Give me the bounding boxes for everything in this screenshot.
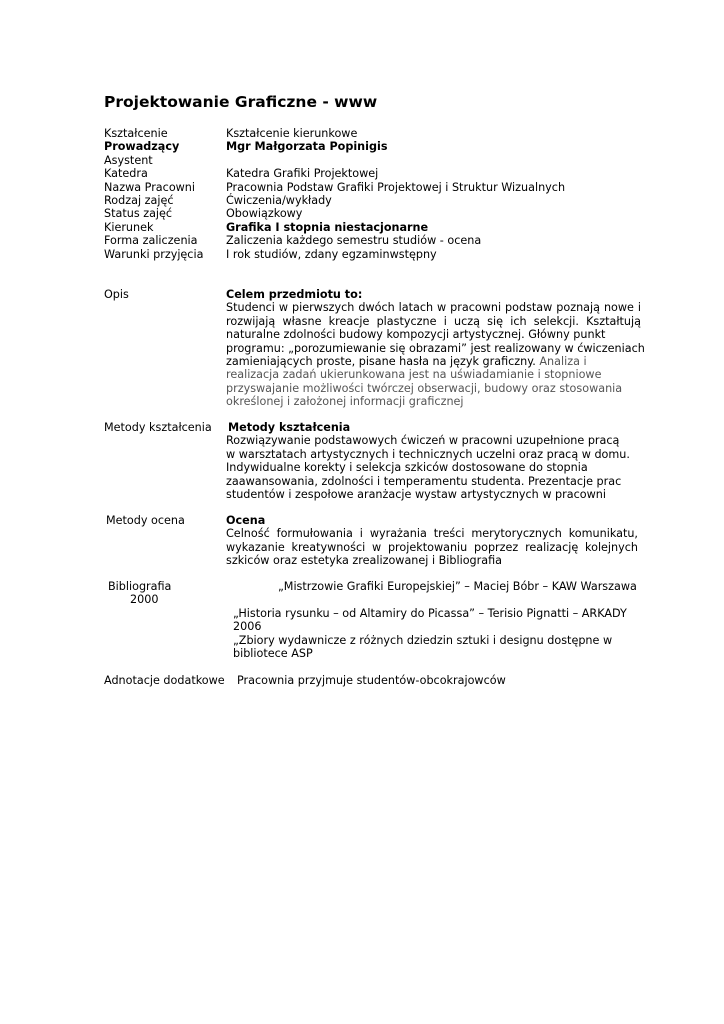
metody-ksztalcenia-line: studentów i zespołowe aranżacje wystaw artystycznych w pracowni	[226, 488, 606, 502]
opis-gray-line: realizacja zadań ukierunkowana jest na uświadamianie i stopniowe	[226, 368, 602, 382]
metody-ocena-line: wykazanie kreatywności w projektowaniu poprzez realizację kolejnych	[226, 540, 638, 554]
field-value-ksztalcenie: Kształcenie kierunkowe	[226, 127, 358, 140]
field-value-warunki-przyjecia: I rok studiów, zdany egzaminwstępny	[226, 247, 437, 261]
field-value-kierunek: Grafika I stopnia niestacjonarne	[226, 220, 429, 234]
bibliografia-label: Bibliografia	[108, 580, 172, 593]
field-label-asystent: Asystent	[104, 153, 153, 167]
opis-line: naturalne zdolności budowy kompozycji artystycznej. Główny punkt	[226, 328, 606, 342]
opis-line: zamieniających proste, pisane hasła na język graficzny.	[226, 355, 536, 369]
adnotacje-label: Adnotacje dodatkowe	[104, 674, 225, 687]
adnotacje-value: Pracownia przyjmuje studentów-obcokrajowców	[237, 674, 506, 687]
field-value-status-zajec: Obowiązkowy	[226, 207, 303, 221]
bibliografia-entry-2-year: 2006	[233, 620, 262, 634]
bibliografia-entry-2: „Historia rysunku – od Altamiry do Picassa” – Terisio Pignatti – ARKADY	[233, 607, 627, 620]
bibliografia-entry-3: „Zbiory wydawnicze z różnych dziedzin sztuki i designu dostępne w	[233, 633, 613, 647]
metody-ksztalcenia-line: Rozwiązywanie podstawowych ćwiczeń w pracowni uzupełnione pracą	[226, 434, 620, 448]
metody-ocena-line: Celność formułowania i wyrażania treści merytorycznych komunikatu,	[226, 527, 638, 541]
page-title: Projektowanie Graficzne - www	[104, 93, 378, 111]
metody-ocena-label: Metody ocena	[106, 514, 185, 527]
opis-line-5	[226, 355, 641, 368]
metody-ocena-body	[226, 527, 638, 567]
bibliografia-entry-1-year: 2000	[130, 593, 159, 607]
field-label-ksztalcenie: Kształcenie	[104, 127, 168, 140]
metody-ksztalcenia-body	[226, 434, 630, 501]
field-label-forma-zaliczenia: Forma zaliczenia	[104, 234, 198, 248]
field-label-kierunek: Kierunek	[104, 220, 154, 234]
field-value-prowadzacy: Mgr Małgorzata Popinigis	[226, 140, 388, 154]
metody-ksztalcenia-line: Indywidualne korekty i selekcja szkiców dostosowane do stopnia	[226, 461, 588, 475]
metody-ksztalcenia-heading: Metody kształcenia	[228, 421, 351, 434]
opis-line-gray: Analiza i	[535, 355, 587, 369]
opis-heading: Celem przedmiotu to:	[226, 288, 363, 301]
metody-ksztalcenia-line: w warsztatach artystycznych i technicznych uczelni oraz pracą w domu.	[226, 447, 630, 461]
field-value-forma-zaliczenia: Zaliczenia każdego semestru studiów - ocena	[226, 234, 482, 248]
metody-ocena-line: szkiców oraz estetyka zrealizowanej i Bibliografia	[226, 554, 503, 568]
metody-ocena-heading: Ocena	[226, 514, 266, 527]
field-label-prowadzacy: Prowadzący	[104, 140, 180, 154]
opis-line: Studenci w pierwszych dwóch latach w pracowni podstaw poznają nowe i	[226, 301, 641, 315]
field-value-nazwa-pracowni: Pracownia Podstaw Grafiki Projektowej i Struktur Wizualnych	[226, 180, 566, 194]
field-value-rodzaj-zajec: Ćwiczenia/wykłady	[226, 194, 332, 207]
field-label-warunki-przyjecia: Warunki przyjęcia	[104, 247, 204, 261]
opis-line: rozwijają własne kreacje plastyczne i uczą się ich selekcji. Kształtują	[226, 314, 641, 328]
field-label-rodzaj-zajec: Rodzaj zajęć	[104, 194, 174, 207]
opis-label: Opis	[104, 288, 129, 301]
opis-body	[226, 301, 645, 409]
opis-gray-line: przyswajanie możliwości twórczej obserwacji, budowy oraz stosowania	[226, 381, 623, 395]
field-label-katedra: Katedra	[104, 167, 148, 181]
metody-ksztalcenia-label: Metody kształcenia	[104, 421, 212, 434]
field-value-katedra: Katedra Grafiki Projektowej	[226, 167, 379, 181]
opis-gray-line: określonej i założonej informacji graficznej	[226, 395, 464, 409]
field-label-status-zajec: Status zajęć	[104, 207, 173, 221]
field-label-nazwa-pracowni: Nazwa Pracowni	[104, 180, 196, 194]
bibliografia-entry-1: „Mistrzowie Grafiki Europejskiej” – Maciej Bóbr – KAW Warszawa	[278, 580, 637, 593]
bibliografia-entry-3-cont: bibliotece ASP	[233, 647, 313, 661]
opis-line: programu: „porozumiewanie się obrazami” jest realizowany w ćwiczeniach	[226, 341, 645, 355]
metody-ksztalcenia-line: zaawansowania, zdolności i temperamentu studenta. Prezentacje prac	[226, 474, 622, 488]
